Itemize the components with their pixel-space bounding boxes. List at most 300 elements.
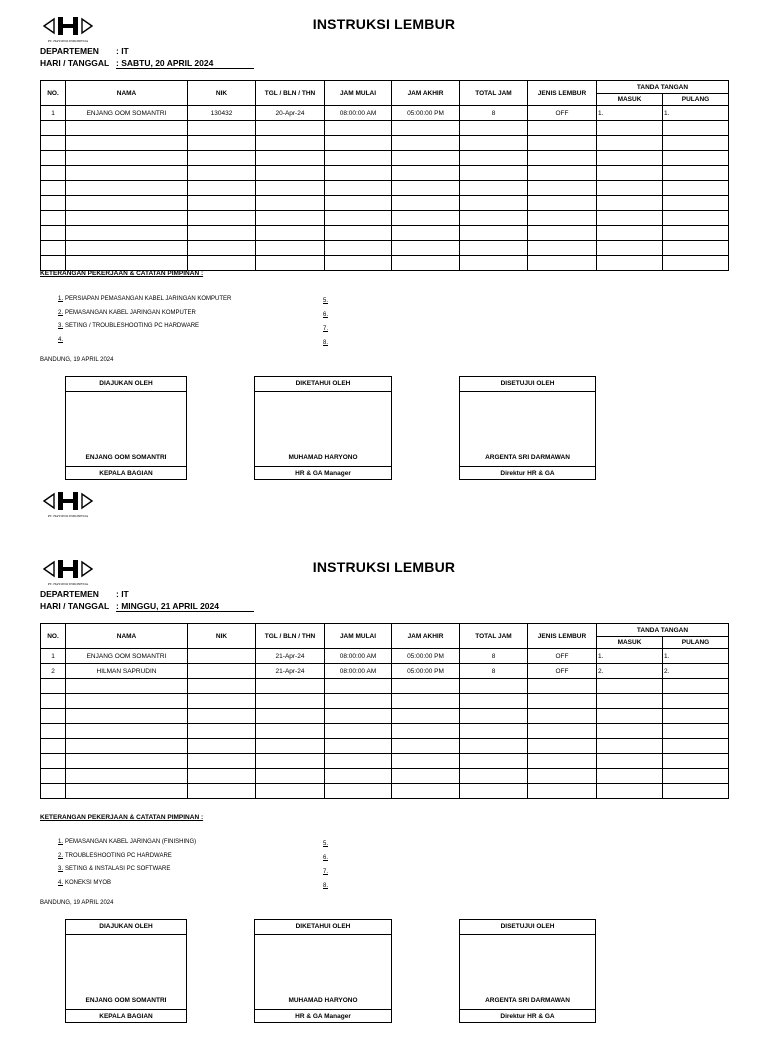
department-value: : IT — [116, 589, 129, 599]
col-header-pulang: PULANG — [663, 94, 729, 106]
cell-jenis — [528, 784, 597, 799]
note-number: 3. — [58, 323, 64, 329]
cell-pulang: 1. — [663, 649, 729, 664]
col-header-jenis: JENIS LEMBUR — [528, 81, 597, 106]
cell-tgl — [256, 136, 325, 151]
cell-no — [41, 181, 66, 196]
cell-mulai — [325, 211, 392, 226]
cell-nama — [66, 679, 188, 694]
cell-total — [460, 211, 528, 226]
cell-nik — [188, 151, 256, 166]
col-header-no: NO. — [41, 624, 66, 649]
signatory-name: ENJANG OOM SOMANTRI — [85, 997, 167, 1004]
signatory-name: ENJANG OOM SOMANTRI — [85, 454, 167, 461]
cell-mulai — [325, 724, 392, 739]
cell-masuk — [597, 151, 663, 166]
cell-jenis — [528, 181, 597, 196]
note-item — [323, 855, 330, 861]
cell-no — [41, 226, 66, 241]
company-logo-icon — [40, 491, 96, 519]
cell-nik — [188, 709, 256, 724]
note-item — [58, 853, 172, 859]
date-label: HARI / TANGGAL — [40, 601, 110, 611]
cell-nik — [188, 211, 256, 226]
overtime-table — [40, 80, 729, 271]
cell-masuk — [597, 724, 663, 739]
col-header-nik: NIK — [188, 624, 256, 649]
note-item — [323, 298, 330, 304]
cell-nama — [66, 151, 188, 166]
signatory-position: Direktur HR & GA — [460, 466, 595, 481]
cell-akhir — [392, 196, 460, 211]
cell-masuk — [597, 121, 663, 136]
cell-jenis: OFF — [528, 649, 597, 664]
svg-text:PT. HAYONO INDONESIA: PT. HAYONO INDONESIA — [47, 514, 89, 518]
department-row — [40, 46, 129, 56]
note-text: TROUBLESHOOTING PC HARDWARE — [65, 852, 172, 859]
cell-total — [460, 196, 528, 211]
cell-masuk: 1. — [597, 649, 663, 664]
cell-pulang — [663, 784, 729, 799]
date-row — [40, 58, 214, 68]
cell-jenis: OFF — [528, 664, 597, 679]
cell-tgl — [256, 226, 325, 241]
cell-total: 8 — [460, 664, 528, 679]
note-number: 1. — [58, 296, 64, 302]
cell-mulai — [325, 769, 392, 784]
signatory-position: HR & GA Manager — [255, 466, 391, 481]
cell-nik — [188, 694, 256, 709]
cell-jenis — [528, 241, 597, 256]
signature-box — [459, 919, 596, 1023]
cell-total — [460, 181, 528, 196]
col-header-masuk: MASUK — [597, 94, 663, 106]
cell-jenis — [528, 709, 597, 724]
cell-pulang — [663, 694, 729, 709]
col-header-signature: TANDA TANGAN — [597, 81, 729, 94]
cell-akhir — [392, 679, 460, 694]
note-item — [323, 326, 330, 332]
cell-nama — [66, 166, 188, 181]
col-header-nama: NAMA — [66, 624, 188, 649]
col-header-nik: NIK — [188, 81, 256, 106]
cell-tgl — [256, 121, 325, 136]
cell-total — [460, 241, 528, 256]
cell-tgl: 21-Apr-24 — [256, 649, 325, 664]
cell-pulang — [663, 724, 729, 739]
cell-no: 2 — [41, 664, 66, 679]
cell-masuk — [597, 136, 663, 151]
note-item — [58, 337, 65, 343]
cell-akhir — [392, 121, 460, 136]
cell-nik — [188, 739, 256, 754]
cell-nik — [188, 784, 256, 799]
cell-nik — [188, 754, 256, 769]
cell-no — [41, 136, 66, 151]
cell-total — [460, 739, 528, 754]
cell-akhir — [392, 226, 460, 241]
note-item — [58, 310, 196, 316]
cell-mulai — [325, 136, 392, 151]
cell-total — [460, 679, 528, 694]
cell-tgl — [256, 784, 325, 799]
cell-masuk — [597, 241, 663, 256]
cell-nik — [188, 664, 256, 679]
cell-no: 1 — [41, 649, 66, 664]
table-row — [41, 256, 729, 271]
cell-akhir — [392, 166, 460, 181]
cell-nik — [188, 679, 256, 694]
table-row — [41, 196, 729, 211]
cell-nama — [66, 226, 188, 241]
cell-nik — [188, 241, 256, 256]
cell-nik — [188, 181, 256, 196]
cell-jenis — [528, 151, 597, 166]
cell-nama — [66, 121, 188, 136]
cell-mulai — [325, 679, 392, 694]
overtime-table — [40, 623, 729, 799]
cell-no — [41, 739, 66, 754]
cell-masuk — [597, 769, 663, 784]
note-text: PEMASANGAN KABEL JARINGAN (FINISHING) — [65, 839, 197, 845]
note-number: 2. — [58, 852, 64, 859]
notes-title: KETERANGAN PEKERJAAN & CATATAN PIMPINAN : — [40, 814, 204, 821]
cell-nama — [66, 256, 188, 271]
note-text: SETING / TROUBLESHOOTING PC HARDWARE — [65, 323, 200, 329]
cell-mulai — [325, 166, 392, 181]
cell-total — [460, 724, 528, 739]
col-header-jenis: JENIS LEMBUR — [528, 624, 597, 649]
cell-tgl — [256, 694, 325, 709]
department-label: DEPARTEMEN — [40, 46, 99, 56]
cell-masuk — [597, 181, 663, 196]
table-row — [41, 121, 729, 136]
cell-pulang — [663, 226, 729, 241]
signatory-name: MUHAMAD HARYONO — [288, 454, 358, 461]
cell-nama — [66, 784, 188, 799]
cell-pulang — [663, 181, 729, 196]
date-value: : SABTU, 20 APRIL 2024 — [116, 58, 254, 69]
signature-box — [65, 376, 187, 480]
col-header-mulai: JAM MULAI — [325, 624, 392, 649]
cell-mulai — [325, 739, 392, 754]
cell-jenis — [528, 211, 597, 226]
col-header-signature: TANDA TANGAN — [597, 624, 729, 637]
cell-pulang — [663, 679, 729, 694]
signature-heading: DIAJUKAN OLEH — [66, 377, 186, 392]
place-date: BANDUNG, 19 APRIL 2024 — [40, 900, 114, 906]
cell-nama: ENJANG OOM SOMANTRI — [66, 649, 188, 664]
note-item — [323, 312, 330, 318]
cell-jenis — [528, 256, 597, 271]
cell-akhir — [392, 724, 460, 739]
cell-nama — [66, 739, 188, 754]
signature-heading: DIKETAHUI OLEH — [255, 377, 391, 392]
cell-mulai — [325, 181, 392, 196]
department-row — [40, 589, 129, 599]
col-header-total: TOTAL JAM — [460, 81, 528, 106]
signature-box — [254, 919, 392, 1023]
cell-jenis — [528, 724, 597, 739]
note-item — [58, 866, 170, 872]
col-header-tgl: TGL / BLN / THN — [256, 81, 325, 106]
signature-box — [65, 919, 187, 1023]
cell-nama — [66, 181, 188, 196]
cell-mulai — [325, 256, 392, 271]
cell-nama — [66, 769, 188, 784]
cell-akhir — [392, 754, 460, 769]
cell-total — [460, 136, 528, 151]
cell-jenis — [528, 694, 597, 709]
cell-tgl — [256, 166, 325, 181]
cell-akhir: 05:00:00 PM — [392, 664, 460, 679]
signature-heading: DIKETAHUI OLEH — [255, 920, 391, 935]
col-header-masuk: MASUK — [597, 637, 663, 649]
table-row — [41, 151, 729, 166]
cell-pulang — [663, 739, 729, 754]
note-number: 5. — [323, 841, 329, 847]
signatory-position: HR & GA Manager — [255, 1009, 391, 1024]
cell-pulang: 1. — [663, 106, 729, 121]
note-number: 8. — [323, 340, 329, 346]
cell-akhir — [392, 211, 460, 226]
cell-jenis — [528, 196, 597, 211]
note-number: 3. — [58, 866, 64, 872]
cell-mulai — [325, 121, 392, 136]
cell-tgl — [256, 754, 325, 769]
cell-tgl — [256, 679, 325, 694]
note-item — [323, 841, 330, 847]
cell-no — [41, 724, 66, 739]
cell-no: 1 — [41, 106, 66, 121]
signature-box — [459, 376, 596, 480]
cell-mulai: 08:00:00 AM — [325, 106, 392, 121]
cell-nama — [66, 724, 188, 739]
cell-no — [41, 256, 66, 271]
cell-nama — [66, 211, 188, 226]
cell-tgl — [256, 769, 325, 784]
cell-jenis — [528, 136, 597, 151]
cell-tgl: 21-Apr-24 — [256, 664, 325, 679]
cell-total — [460, 226, 528, 241]
cell-no — [41, 196, 66, 211]
cell-mulai — [325, 784, 392, 799]
cell-masuk — [597, 754, 663, 769]
cell-nik — [188, 724, 256, 739]
col-header-tgl: TGL / BLN / THN — [256, 624, 325, 649]
cell-masuk — [597, 226, 663, 241]
cell-akhir — [392, 256, 460, 271]
cell-no — [41, 241, 66, 256]
cell-no — [41, 754, 66, 769]
cell-nama — [66, 754, 188, 769]
cell-akhir — [392, 151, 460, 166]
cell-pulang — [663, 241, 729, 256]
cell-nama — [66, 241, 188, 256]
signature-heading: DISETUJUI OLEH — [460, 920, 595, 935]
cell-pulang — [663, 136, 729, 151]
table-row — [41, 211, 729, 226]
col-header-total: TOTAL JAM — [460, 624, 528, 649]
cell-nama — [66, 136, 188, 151]
table-row — [41, 226, 729, 241]
note-number: 6. — [323, 312, 329, 318]
table-row — [41, 166, 729, 181]
cell-pulang — [663, 121, 729, 136]
cell-no — [41, 121, 66, 136]
cell-tgl — [256, 724, 325, 739]
note-text: PERSIAPAN PEMASANGAN KABEL JARINGAN KOMPUTER — [65, 296, 232, 302]
note-number: 7. — [323, 869, 329, 875]
date-row — [40, 601, 219, 611]
cell-masuk — [597, 256, 663, 271]
cell-total — [460, 754, 528, 769]
cell-pulang — [663, 211, 729, 226]
cell-total — [460, 256, 528, 271]
cell-mulai — [325, 151, 392, 166]
cell-nik — [188, 121, 256, 136]
department-label: DEPARTEMEN — [40, 589, 99, 599]
note-item — [323, 869, 330, 875]
date-value: : MINGGU, 21 APRIL 2024 — [116, 601, 254, 612]
table-row — [41, 241, 729, 256]
cell-akhir — [392, 136, 460, 151]
form-title: INSTRUKSI LEMBUR — [312, 559, 456, 575]
cell-tgl — [256, 241, 325, 256]
table-row — [41, 724, 729, 739]
cell-mulai — [325, 196, 392, 211]
cell-total — [460, 166, 528, 181]
cell-nik — [188, 136, 256, 151]
note-item — [58, 839, 196, 845]
department-value: : IT — [116, 46, 129, 56]
col-header-mulai: JAM MULAI — [325, 81, 392, 106]
note-number: 6. — [323, 855, 329, 861]
cell-akhir — [392, 769, 460, 784]
cell-pulang — [663, 769, 729, 784]
note-item — [323, 883, 330, 889]
table-row — [41, 664, 729, 679]
cell-nik — [188, 649, 256, 664]
cell-nik — [188, 166, 256, 181]
cell-nik — [188, 226, 256, 241]
note-item — [58, 296, 231, 302]
cell-nama — [66, 694, 188, 709]
table-row — [41, 106, 729, 121]
cell-nik — [188, 769, 256, 784]
note-item — [58, 323, 199, 329]
cell-nama: HILMAN SAPRUDIN — [66, 664, 188, 679]
cell-jenis — [528, 739, 597, 754]
note-text: PEMASANGAN KABEL JARINGAN KOMPUTER — [65, 309, 196, 316]
cell-no — [41, 694, 66, 709]
cell-akhir: 05:00:00 PM — [392, 106, 460, 121]
cell-pulang — [663, 709, 729, 724]
cell-akhir — [392, 181, 460, 196]
cell-pulang — [663, 151, 729, 166]
cell-masuk — [597, 166, 663, 181]
notes-title: KETERANGAN PEKERJAAN & CATATAN PIMPINAN : — [40, 270, 204, 277]
cell-total — [460, 709, 528, 724]
cell-nik — [188, 196, 256, 211]
signature-heading: DIAJUKAN OLEH — [66, 920, 186, 935]
overtime-form-2 — [0, 543, 768, 1043]
cell-no — [41, 679, 66, 694]
cell-nik — [188, 256, 256, 271]
cell-nama — [66, 709, 188, 724]
cell-tgl — [256, 211, 325, 226]
cell-pulang — [663, 754, 729, 769]
cell-no — [41, 166, 66, 181]
cell-jenis — [528, 769, 597, 784]
signatory-name: ARGENTA SRI DARMAWAN — [485, 997, 570, 1004]
cell-tgl: 20-Apr-24 — [256, 106, 325, 121]
table-row — [41, 181, 729, 196]
cell-akhir — [392, 739, 460, 754]
cell-jenis — [528, 121, 597, 136]
cell-pulang: 2. — [663, 664, 729, 679]
table-row — [41, 136, 729, 151]
cell-tgl — [256, 181, 325, 196]
cell-masuk — [597, 739, 663, 754]
note-text: SETING & INSTALASI PC SOFTWARE — [65, 866, 171, 872]
cell-mulai — [325, 241, 392, 256]
date-label: HARI / TANGGAL — [40, 58, 110, 68]
note-number: 7. — [323, 326, 329, 332]
svg-text:PT. HAYONO INDONESIA: PT. HAYONO INDONESIA — [47, 39, 89, 43]
place-date: BANDUNG, 19 APRIL 2024 — [40, 357, 114, 363]
cell-jenis — [528, 754, 597, 769]
cell-tgl — [256, 196, 325, 211]
signatory-name: MUHAMAD HARYONO — [288, 997, 358, 1004]
cell-mulai: 08:00:00 AM — [325, 649, 392, 664]
table-row — [41, 739, 729, 754]
cell-tgl — [256, 709, 325, 724]
note-number: 2. — [58, 309, 64, 316]
cell-masuk: 2. — [597, 664, 663, 679]
cell-akhir — [392, 241, 460, 256]
cell-pulang — [663, 196, 729, 211]
cell-tgl — [256, 256, 325, 271]
cell-jenis: OFF — [528, 106, 597, 121]
col-header-pulang: PULANG — [663, 637, 729, 649]
table-row — [41, 754, 729, 769]
cell-akhir — [392, 784, 460, 799]
table-row — [41, 694, 729, 709]
note-number: 5. — [323, 298, 329, 304]
cell-masuk: 1. — [597, 106, 663, 121]
cell-masuk — [597, 211, 663, 226]
col-header-akhir: JAM AKHIR — [392, 624, 460, 649]
cell-no — [41, 769, 66, 784]
cell-total — [460, 769, 528, 784]
note-text: KONEKSI MYOB — [65, 879, 112, 886]
signatory-position: KEPALA BAGIAN — [66, 466, 186, 481]
table-row — [41, 679, 729, 694]
col-header-no: NO. — [41, 81, 66, 106]
table-row — [41, 649, 729, 664]
cell-nama: ENJANG OOM SOMANTRI — [66, 106, 188, 121]
note-number: 4. — [58, 336, 64, 343]
cell-pulang — [663, 166, 729, 181]
cell-total — [460, 151, 528, 166]
cell-mulai — [325, 709, 392, 724]
note-item — [58, 880, 111, 886]
cell-jenis — [528, 166, 597, 181]
signatory-name: ARGENTA SRI DARMAWAN — [485, 454, 570, 461]
signature-box — [254, 376, 392, 480]
cell-tgl — [256, 739, 325, 754]
